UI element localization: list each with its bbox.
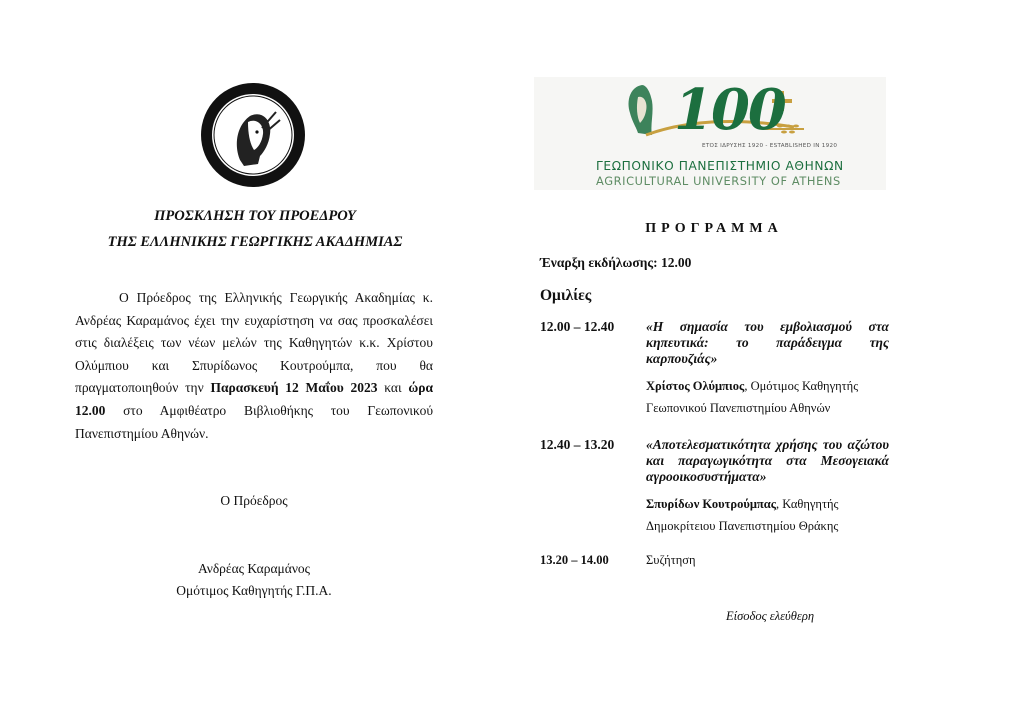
university-name-english: AGRICULTURAL UNIVERSITY OF ATHENS [596, 174, 841, 188]
discussion-label: Συζήτηση [646, 553, 696, 567]
programme-heading: ΠΡΟΓΡΑΜΜΑ [645, 221, 783, 236]
invitation-text-part2: και [377, 380, 409, 396]
logo-number: 100 [674, 77, 785, 143]
talk-title: «Η σημασία του εμβολιασμού στα κηπευτικά: το παράδειγμα της καρπουζιάς» [646, 319, 889, 366]
invitation-body [75, 287, 433, 445]
academy-seal-logo [200, 82, 306, 188]
talks-heading: Ομιλίες [540, 287, 592, 304]
invitation-text-part3: στο Αμφιθέατρο Βιβλιοθήκης του Γεωπονικού Πανεπιστημίου Αθηνών. [75, 402, 433, 441]
speaker-role: , Καθηγητής [776, 497, 839, 511]
event-time: ώρα 12.00 [75, 380, 434, 418]
talk-speaker [646, 497, 838, 512]
logo-established-text: ΕΤΟΣ ΙΔΡΥΣΗΣ 1920 - ESTABLISHED IN 1920 [702, 143, 838, 149]
talk-speaker [646, 379, 858, 394]
invitation-title-line2: ΤΗΣ ΕΛΛΗΝΙΚΗΣ ΓΕΩΡΓΙΚΗΣ ΑΚΑΔΗΜΙΑΣ [107, 234, 403, 250]
speaker-affiliation: Γεωπονικού Πανεπιστημίου Αθηνών [646, 401, 831, 415]
speaker-name: Σπυρίδων Κουτρούμπας [646, 497, 777, 511]
talk-title: «Αποτελεσματικότητα χρήσης του αζώτου και παραγωγικότητα στα Μεσογειακά αγροοικοσυστήματα» [646, 437, 889, 484]
speaker-affiliation: Δημοκρίτειου Πανεπιστημίου Θράκης [646, 519, 839, 533]
invitation-title-line1: ΠΡΟΣΚΛΗΣΗ ΤΟΥ ΠΡΟΕΔΡΟΥ [154, 208, 356, 224]
event-start: Έναρξη εκδήλωσης: 12.00 [540, 255, 692, 270]
university-name-greek: ΓΕΩΠΟΝΙΚΟ ΠΑΝΕΠΙΣΤΗΜΙΟ ΑΘΗΝΩΝ [596, 159, 844, 173]
speaker-name: Χρίστος Ολύμπιος [646, 379, 745, 393]
president-role: Ο Πρόεδρος [220, 493, 288, 508]
university-logo [534, 77, 886, 190]
free-entry-note: Είσοδος ελεύθερη [726, 609, 815, 623]
talk-time: 12.40 – 13.20 [540, 437, 615, 452]
discussion-time: 13.20 – 14.00 [540, 553, 609, 567]
president-name: Ανδρέας Καραμάνος [197, 561, 311, 576]
event-date: Παρασκευή 12 Μαΐου 2023 [210, 380, 378, 396]
invitation-text-part1: Ο Πρόεδρος της Ελληνικής Γεωργικής Ακαδημίας κ. Ανδρέας Καραμάνος έχει την ευχαρίστηση να σας προσκαλέσει στις διαλέξεις των νέων μελών της Καθηγητών κ.κ. Χρίστου Ολύμπιου και Σπυρίδωνος Κουτρούμπα, που θα πραγματοποιηθούν την [75, 290, 433, 396]
president-title: Ομότιμος Καθηγητής Γ.Π.Α. [176, 583, 332, 598]
talk-time: 12.00 – 12.40 [540, 319, 615, 334]
speaker-role: , Ομότιμος Καθηγητής [744, 379, 859, 393]
